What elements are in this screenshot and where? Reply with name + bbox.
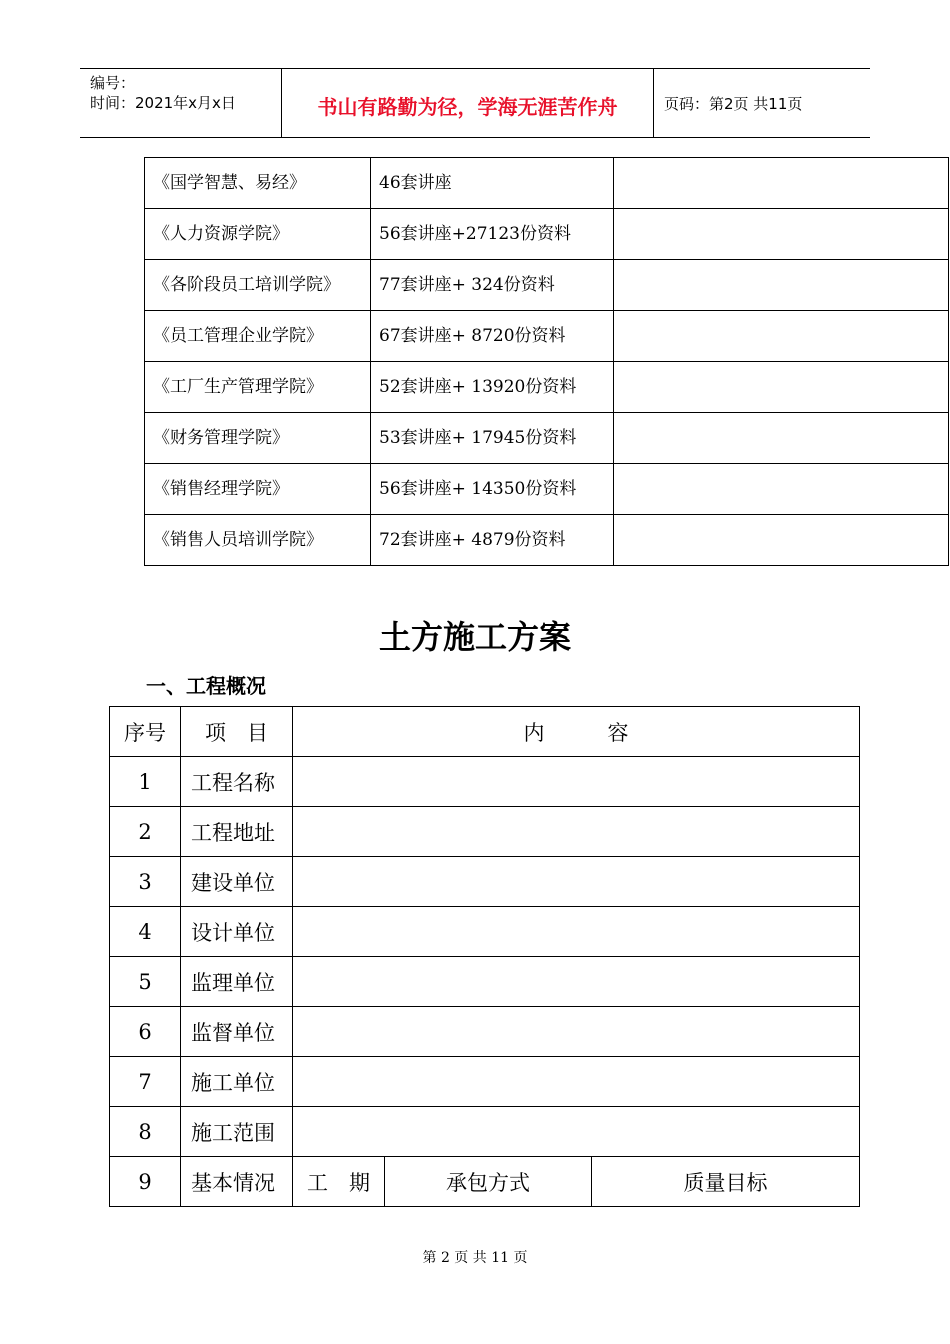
row-no: 3 <box>110 857 181 907</box>
empty-cell <box>614 209 949 260</box>
header-item: 项 目 <box>181 707 293 757</box>
header-page-info: 页码：第2页 共11页 <box>664 95 803 113</box>
resource-name: 《人力资源学院》 <box>145 209 371 260</box>
table-row <box>145 209 949 260</box>
resource-name: 《销售经理学院》 <box>145 464 371 515</box>
header-no: 序号 <box>110 707 181 757</box>
table-row <box>110 1057 860 1107</box>
row-no: 7 <box>110 1057 181 1107</box>
period-cell: 工 期 <box>293 1157 385 1207</box>
resource-name: 《员工管理企业学院》 <box>145 311 371 362</box>
row-content <box>293 957 860 1007</box>
table-row <box>110 857 860 907</box>
row-no: 6 <box>110 1007 181 1057</box>
row-content <box>293 1007 860 1057</box>
resource-amount: 46套讲座 <box>371 158 614 209</box>
row-item: 监理单位 <box>181 957 293 1007</box>
quality-cell: 质量目标 <box>592 1157 860 1207</box>
row-no: 9 <box>110 1157 181 1207</box>
table-header-row <box>110 707 860 757</box>
resource-name: 《财务管理学院》 <box>145 413 371 464</box>
table-row <box>145 311 949 362</box>
row-item: 监督单位 <box>181 1007 293 1057</box>
table-row <box>145 413 949 464</box>
row-no: 2 <box>110 807 181 857</box>
empty-cell <box>614 158 949 209</box>
row-item: 施工范围 <box>181 1107 293 1157</box>
row-content <box>293 857 860 907</box>
empty-cell <box>614 413 949 464</box>
time-label: 时间：2021年x月x日 <box>90 94 236 112</box>
resource-amount: 56套讲座+27123份资料 <box>371 209 614 260</box>
empty-cell <box>614 464 949 515</box>
table-row <box>110 1007 860 1057</box>
contract-cell: 承包方式 <box>385 1157 592 1207</box>
table-row <box>145 260 949 311</box>
section-heading: 一、工程概况 <box>146 674 266 698</box>
resource-amount: 72套讲座+ 4879份资料 <box>371 515 614 566</box>
page-footer: 第 2 页 共 11 页 <box>422 1250 528 1266</box>
row-no: 5 <box>110 957 181 1007</box>
resource-amount: 67套讲座+ 8720份资料 <box>371 311 614 362</box>
resource-name: 《国学智慧、易经》 <box>145 158 371 209</box>
resource-name: 《工厂生产管理学院》 <box>145 362 371 413</box>
row-item: 基本情况 <box>181 1157 293 1207</box>
resources-table <box>144 157 949 566</box>
table-row <box>145 464 949 515</box>
header-meta <box>90 73 236 113</box>
resource-amount: 77套讲座+ 324份资料 <box>371 260 614 311</box>
resource-amount: 56套讲座+ 14350份资料 <box>371 464 614 515</box>
resource-name: 《各阶段员工培训学院》 <box>145 260 371 311</box>
row-no: 4 <box>110 907 181 957</box>
page-header <box>80 68 870 138</box>
table-row <box>110 907 860 957</box>
table-row <box>110 1107 860 1157</box>
row-item: 施工单位 <box>181 1057 293 1107</box>
table-row <box>110 1157 860 1207</box>
row-content <box>293 1107 860 1157</box>
header-content: 内 容 <box>293 707 860 757</box>
row-content <box>293 907 860 957</box>
empty-cell <box>614 311 949 362</box>
row-content <box>293 807 860 857</box>
row-item: 工程名称 <box>181 757 293 807</box>
resource-amount: 52套讲座+ 13920份资料 <box>371 362 614 413</box>
resource-amount: 53套讲座+ 17945份资料 <box>371 413 614 464</box>
table-row <box>110 807 860 857</box>
empty-cell <box>614 260 949 311</box>
header-divider <box>653 69 654 137</box>
table-row <box>145 515 949 566</box>
row-no: 1 <box>110 757 181 807</box>
row-no: 8 <box>110 1107 181 1157</box>
row-item: 工程地址 <box>181 807 293 857</box>
table-row <box>110 957 860 1007</box>
header-motto: 书山有路勤为径，学海无涯苦作舟 <box>317 95 618 119</box>
row-content <box>293 1057 860 1107</box>
table-row <box>145 362 949 413</box>
empty-cell <box>614 515 949 566</box>
row-item: 设计单位 <box>181 907 293 957</box>
row-item: 建设单位 <box>181 857 293 907</box>
resource-name: 《销售人员培训学院》 <box>145 515 371 566</box>
table-row <box>145 158 949 209</box>
row-content <box>293 757 860 807</box>
table-row <box>110 757 860 807</box>
document-title: 土方施工方案 <box>378 618 571 656</box>
number-label: 编号： <box>90 74 136 92</box>
empty-cell <box>614 362 949 413</box>
overview-table <box>109 706 860 1207</box>
